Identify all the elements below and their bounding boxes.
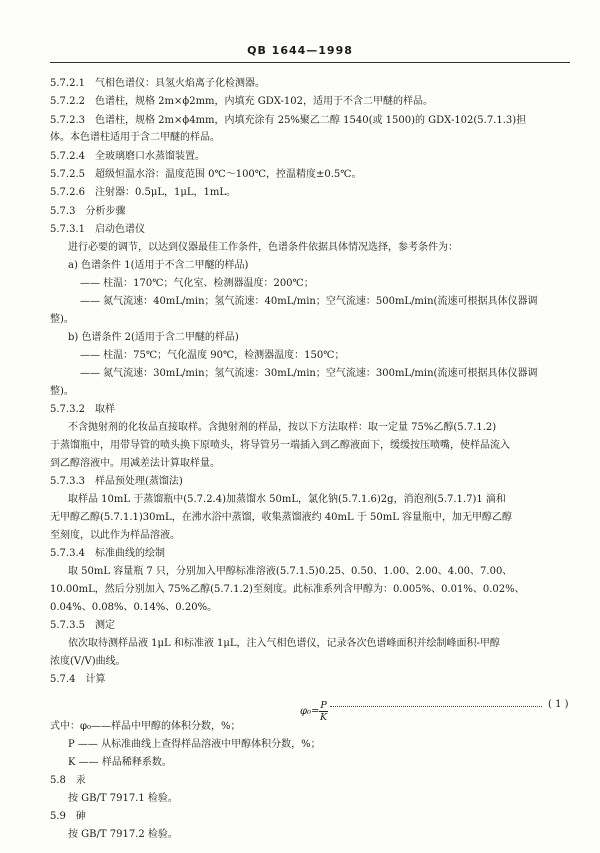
paragraph-cont: 10.00mL，然后分别加入 75%乙醇(5.7.1.2)至刻度。此标准系列含甲醇为：0.005%、0.01%、0.02%、 bbox=[50, 584, 525, 595]
paragraph-cont: 到乙醇溶液中。用减差法计算取样量。 bbox=[50, 458, 220, 469]
section-5-7-3-4: 5.7.3.4 标准曲线的绘制 bbox=[50, 548, 165, 559]
clause-5-7-2-4: 5.7.2.4 全玻璃磨口水蒸馏装置。 bbox=[50, 151, 205, 162]
formula-lhs: φ₀= bbox=[300, 706, 320, 717]
section-5-7-4: 5.7.4 计算 bbox=[50, 674, 106, 685]
formula-denominator: K bbox=[320, 712, 328, 723]
paragraph: 取样品 10mL 于蒸馏瓶中(5.7.2.4)加蒸馏水 50mL，氯化钠(5.7.1.6)2g，消泡剂(5.7.1.7)1 滴和 bbox=[68, 494, 506, 505]
clause-5-7-2-3-cont: 体。本色谱柱适用于含二甲醚的样品。 bbox=[50, 132, 220, 143]
formula-numerator: P bbox=[320, 700, 327, 711]
clause-5-7-2-5: 5.7.2.5 超级恒温水浴：温度范围 0℃～100℃，控温精度±0.5℃。 bbox=[50, 169, 362, 180]
paragraph-cont: 浓度(V/V)曲线。 bbox=[50, 656, 126, 667]
clause-5-7-2-3: 5.7.2.3 色谱柱，规格 2m×ϕ4mm，内填充涂有 25%聚乙二醇 1540(或 1500)的 GDX-102(5.7.1.3)担 bbox=[50, 115, 527, 126]
list-item: —— 柱温：75℃；气化温度 90℃，检测器温度：150℃； bbox=[80, 350, 345, 361]
page-header: QB 1644—1998 bbox=[247, 44, 353, 57]
paragraph: 依次取待测样品液 1μL 和标准液 1μL，注入气相色谱仪，记录各次色谱峰面积并绘制峰面积-甲醇 bbox=[68, 638, 500, 649]
equation-number: ( 1 ) bbox=[548, 699, 569, 710]
list-item: —— 氮气流速：30mL/min；氢气流速：30mL/min；空气流速：300mL/min(流速可根据具体仪器调 bbox=[80, 368, 538, 379]
list-item: —— 柱温：170℃；气化室、检测器温度：200℃； bbox=[80, 278, 314, 289]
list-item: —— 氮气流速：40mL/min；氢气流速：40mL/min；空气流速：500mL/min(流速可根据具体仪器调 bbox=[80, 296, 538, 307]
paragraph: 按 GB/T 7917.2 检验。 bbox=[68, 829, 178, 840]
section-5-9: 5.9 砷 bbox=[50, 811, 86, 822]
list-item-cont: 整)。 bbox=[50, 386, 74, 397]
formula-leader-dots bbox=[330, 706, 542, 707]
section-5-7-3-1: 5.7.3.1 启动色谱仪 bbox=[50, 224, 145, 235]
paragraph-cont: 无甲醇乙醇(5.7.1.1)30mL，在沸水浴中蒸馏，收集蒸馏液约 40mL 于 50mL 容量瓶中，加无甲醇乙醇 bbox=[50, 512, 513, 523]
paragraph: 进行必要的调节，以达到仪器最佳工作条件，色谱条件依据具体情况选择，参考条件为： bbox=[68, 242, 458, 253]
list-item: a) 色谱条件 1(适用于不含二甲醚的样品) bbox=[68, 260, 249, 271]
list-item: b) 色谱条件 2(适用于含二甲醚的样品) bbox=[68, 332, 239, 343]
paragraph: 按 GB/T 7917.1 检验。 bbox=[68, 793, 178, 804]
formula-1 bbox=[300, 700, 328, 723]
where-clause: K —— 样品稀释系数。 bbox=[68, 757, 172, 768]
header-rule bbox=[50, 62, 570, 63]
clause-5-7-2-1: 5.7.2.1 气相色谱仪：具氢火焰离子化检测器。 bbox=[50, 78, 265, 89]
clause-5-7-2-6: 5.7.2.6 注射器：0.5μL，1μL，1mL。 bbox=[50, 187, 237, 198]
where-clause: 式中：φ₀——样品中甲醇的体积分数，%； bbox=[50, 721, 241, 732]
paragraph-cont: 至刻度，以此作为样品溶液。 bbox=[50, 530, 180, 541]
formula-fraction bbox=[319, 700, 327, 723]
paragraph: 取 50mL 容量瓶 7 只，分别加入甲醇标准溶液(5.7.1.5)0.25、0.50、1.00、2.00、4.00、7.00、 bbox=[68, 566, 513, 577]
paragraph: 不含抛射剂的化妆品直接取样。含抛射剂的样品，按以下方法取样：取一定量 75%乙醇(5.7.1.2) bbox=[68, 422, 497, 433]
clause-5-7-2-2: 5.7.2.2 色谱柱，规格 2m×ϕ2mm，内填充 GDX-102，适用于不含二甲醚的样品。 bbox=[50, 96, 433, 107]
section-5-7-3-5: 5.7.3.5 测定 bbox=[50, 620, 115, 631]
section-5-7-3: 5.7.3 分析步骤 bbox=[50, 206, 126, 217]
paragraph-cont: 于蒸馏瓶中，用带导管的喷头换下原喷头，将导管另一端插入到乙醇液面下，缓缓按压喷嘴，使样品流入 bbox=[50, 440, 510, 451]
paragraph-cont: 0.04%、0.08%、0.14%、0.20%。 bbox=[50, 602, 218, 613]
section-5-7-3-2: 5.7.3.2 取样 bbox=[50, 404, 115, 415]
list-item-cont: 整)。 bbox=[50, 314, 74, 325]
section-5-8: 5.8 汞 bbox=[50, 775, 86, 786]
where-clause: P —— 从标准曲线上查得样品溶液中甲醇体积分数，%； bbox=[68, 739, 321, 750]
section-5-7-3-3: 5.7.3.3 样品预处理(蒸馏法) bbox=[50, 476, 183, 487]
